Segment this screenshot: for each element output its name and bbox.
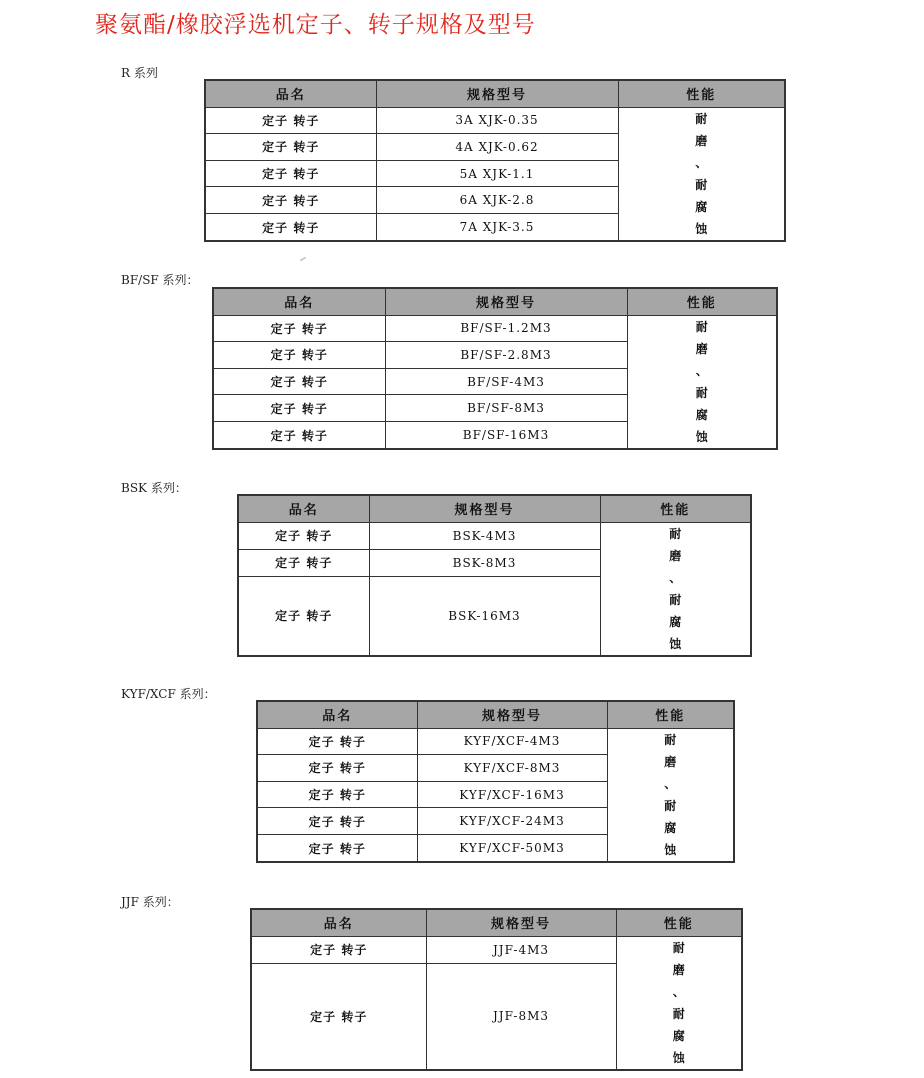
perf-char: 磨 bbox=[669, 548, 682, 563]
row-model: 4A XJK-0.62 bbox=[376, 134, 618, 161]
row-model: 6A XJK-2.8 bbox=[376, 187, 618, 214]
row-name: 定子 转子 bbox=[238, 549, 369, 576]
row-model: BF/SF-8M3 bbox=[385, 395, 627, 422]
row-name: 定子 转子 bbox=[213, 422, 385, 449]
perf-char: 耐 bbox=[695, 111, 708, 126]
spec-table-kyfxcf bbox=[256, 700, 735, 863]
perf-char: 腐 bbox=[664, 820, 677, 835]
row-model: BF/SF-2.8M3 bbox=[385, 342, 627, 369]
header-name: 品名 bbox=[213, 288, 385, 315]
perf-char: 耐 bbox=[669, 592, 682, 607]
row-model: BF/SF-16M3 bbox=[385, 422, 627, 449]
perf-char: 腐 bbox=[695, 199, 708, 214]
header-performance: 性能 bbox=[607, 701, 734, 728]
perf-char: 耐 bbox=[664, 732, 677, 747]
perf-char: 、 bbox=[695, 363, 708, 378]
header-model: 规格型号 bbox=[417, 701, 607, 728]
perf-char: 蚀 bbox=[672, 1050, 685, 1065]
row-name: 定子 转子 bbox=[251, 963, 426, 1070]
perf-char: 磨 bbox=[672, 962, 685, 977]
perf-char: 耐 bbox=[672, 1006, 685, 1021]
spec-table-r bbox=[204, 79, 786, 242]
spec-table-bfsf bbox=[212, 287, 778, 450]
perf-char: 耐 bbox=[672, 940, 685, 955]
perf-char: 腐 bbox=[695, 407, 708, 422]
series-label-kyfxcf: KYF/XCF 系列： bbox=[121, 687, 216, 701]
perf-char: 耐 bbox=[695, 177, 708, 192]
row-name: 定子 转子 bbox=[213, 315, 385, 342]
perf-char: 腐 bbox=[669, 614, 682, 629]
performance-cell bbox=[616, 936, 742, 1070]
header-model: 规格型号 bbox=[369, 495, 600, 522]
perf-char: 耐 bbox=[669, 526, 682, 541]
row-name: 定子 转子 bbox=[238, 576, 369, 656]
row-model: JJF-8M3 bbox=[426, 963, 616, 1070]
scan-smudge bbox=[300, 257, 306, 262]
row-name: 定子 转子 bbox=[205, 187, 376, 214]
row-model: BF/SF-4M3 bbox=[385, 368, 627, 395]
perf-char: 耐 bbox=[695, 385, 708, 400]
row-name: 定子 转子 bbox=[238, 522, 369, 549]
perf-char: 、 bbox=[664, 776, 677, 791]
series-label-bfsf: BF/SF 系列： bbox=[121, 273, 199, 287]
row-name: 定子 转子 bbox=[257, 755, 417, 782]
row-model: KYF/XCF-4M3 bbox=[417, 728, 607, 755]
spec-table-bsk bbox=[237, 494, 752, 657]
row-name: 定子 转子 bbox=[205, 160, 376, 187]
series-label-jjf: JJF 系列： bbox=[121, 895, 179, 909]
perf-char: 、 bbox=[669, 570, 682, 585]
header-model: 规格型号 bbox=[376, 80, 618, 107]
row-name: 定子 转子 bbox=[205, 214, 376, 241]
row-model: BSK-4M3 bbox=[369, 522, 600, 549]
spec-table-jjf bbox=[250, 908, 743, 1071]
perf-char: 磨 bbox=[695, 133, 708, 148]
header-performance: 性能 bbox=[627, 288, 777, 315]
page-title: 聚氨酯/橡胶浮选机定子、转子规格及型号 bbox=[95, 12, 536, 38]
row-model: BSK-16M3 bbox=[369, 576, 600, 656]
row-model: KYF/XCF-16M3 bbox=[417, 781, 607, 808]
row-name: 定子 转子 bbox=[257, 808, 417, 835]
row-name: 定子 转子 bbox=[213, 395, 385, 422]
row-name: 定子 转子 bbox=[205, 107, 376, 134]
series-label-r: R 系列 bbox=[121, 66, 158, 80]
row-name: 定子 转子 bbox=[205, 134, 376, 161]
perf-char: 耐 bbox=[695, 319, 708, 334]
perf-char: 、 bbox=[672, 984, 685, 999]
row-model: BF/SF-1.2M3 bbox=[385, 315, 627, 342]
performance-cell bbox=[600, 522, 751, 656]
row-name: 定子 转子 bbox=[251, 936, 426, 963]
header-model: 规格型号 bbox=[426, 909, 616, 936]
header-performance: 性能 bbox=[618, 80, 785, 107]
perf-char: 蚀 bbox=[695, 429, 708, 444]
row-model: 7A XJK-3.5 bbox=[376, 214, 618, 241]
header-name: 品名 bbox=[238, 495, 369, 522]
perf-char: 磨 bbox=[695, 341, 708, 356]
performance-cell bbox=[618, 107, 785, 241]
perf-char: 腐 bbox=[672, 1028, 685, 1043]
row-name: 定子 转子 bbox=[257, 835, 417, 862]
row-name: 定子 转子 bbox=[257, 728, 417, 755]
row-model: 3A XJK-0.35 bbox=[376, 107, 618, 134]
header-performance: 性能 bbox=[600, 495, 751, 522]
row-model: KYF/XCF-24M3 bbox=[417, 808, 607, 835]
row-model: 5A XJK-1.1 bbox=[376, 160, 618, 187]
perf-char: 耐 bbox=[664, 798, 677, 813]
row-model: KYF/XCF-50M3 bbox=[417, 835, 607, 862]
row-name: 定子 转子 bbox=[213, 342, 385, 369]
header-name: 品名 bbox=[257, 701, 417, 728]
header-name: 品名 bbox=[205, 80, 376, 107]
perf-char: 、 bbox=[695, 155, 708, 170]
row-model: JJF-4M3 bbox=[426, 936, 616, 963]
header-performance: 性能 bbox=[616, 909, 742, 936]
row-name: 定子 转子 bbox=[213, 368, 385, 395]
series-label-bsk: BSK 系列： bbox=[121, 481, 187, 495]
perf-char: 蚀 bbox=[669, 636, 682, 651]
row-model: BSK-8M3 bbox=[369, 549, 600, 576]
perf-char: 蚀 bbox=[695, 221, 708, 236]
header-name: 品名 bbox=[251, 909, 426, 936]
header-model: 规格型号 bbox=[385, 288, 627, 315]
performance-cell bbox=[627, 315, 777, 449]
perf-char: 磨 bbox=[664, 754, 677, 769]
perf-char: 蚀 bbox=[664, 842, 677, 857]
row-name: 定子 转子 bbox=[257, 781, 417, 808]
row-model: KYF/XCF-8M3 bbox=[417, 755, 607, 782]
performance-cell bbox=[607, 728, 734, 862]
